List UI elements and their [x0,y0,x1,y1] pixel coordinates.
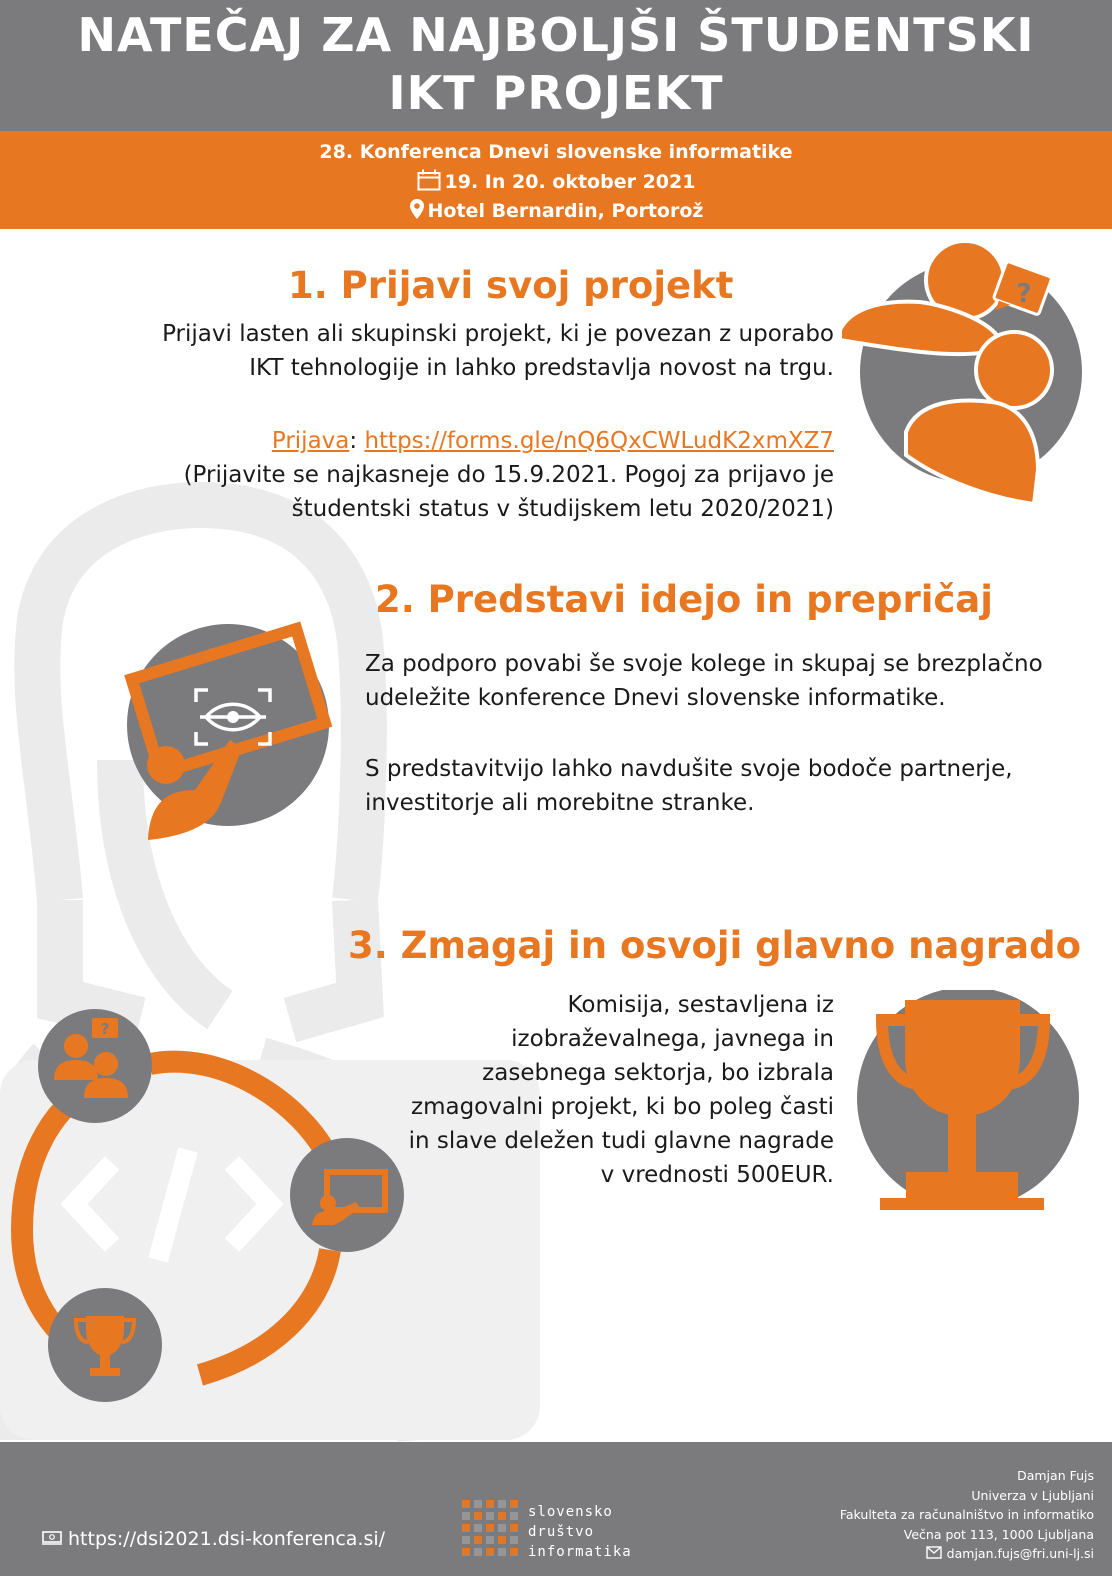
event-info-band [0,131,1112,229]
application-link-row [74,424,834,458]
step3-line2: izobraževalnega, javnega in [511,1026,834,1052]
contact-email[interactable]: damjan.fujs@fri.uni-lj.si [946,1546,1094,1561]
org-line1: slovensko [528,1504,613,1520]
team-question-icon [830,240,1090,530]
step3-heading: 3. Zmagaj in osvoji glavno nagrado [348,924,1081,967]
sdi-logo-icon [462,1500,518,1560]
page-title [0,6,1112,122]
footer-website[interactable] [42,1528,385,1550]
step3-line4: zmagovalni projekt, ki bo poleg časti [411,1094,834,1120]
link-separator: : [349,428,358,454]
svg-text:?: ? [1016,279,1032,309]
location-pin-icon [409,198,425,220]
conference-name: 28. Konferenca Dnevi slovenske informatike [319,141,793,163]
mail-icon [926,1546,942,1559]
org-line2: društvo [528,1524,595,1540]
contact-info [840,1466,1094,1564]
step1-application [74,424,834,526]
step3-line1: Komisija, sestavljena iz [567,992,834,1018]
organization-name [528,1502,632,1562]
contact-email-row [840,1544,1094,1564]
event-location-text: Hotel Bernardin, Portorož [427,200,704,222]
footer-url-text[interactable]: https://dsi2021.dsi-konferenca.si/ [68,1528,386,1550]
step2-p1-line2: udeležite konference Dnevi slovenske informatike. [365,685,946,711]
svg-text:?: ? [100,1020,110,1038]
step2-p2-line2: investitorje ali morebitne stranke. [365,790,755,816]
contact-faculty: Fakulteta za računalništvo in informatiko [839,1507,1094,1522]
step2-paragraph1 [365,647,1085,715]
calendar-icon [417,169,441,191]
org-line3: informatika [528,1544,632,1560]
event-date [0,169,1112,193]
trophy-icon [850,990,1090,1220]
title-line-2: IKT PROJEKT [388,66,724,120]
step1-text-line1: Prijavi lasten ali skupinski projekt, ki je povezan z uporabo [162,321,834,347]
step3-line3: zasebnega sektorja, bo izbrala [482,1060,834,1086]
step2-paragraph2 [365,752,1085,820]
contact-university: Univerza v Ljubljani [971,1487,1094,1503]
step2-heading: 2. Predstavi idejo in prepričaj [375,578,993,621]
step3-line5: in slave deležen tudi glavne nagrade [408,1128,834,1154]
contact-name: Damjan Fujs [1017,1468,1094,1483]
application-label-link[interactable]: Prijava [271,428,350,454]
deadline-note-line2: študentski status v študijskem letu 2020/2021) [291,496,834,522]
web-icon [42,1531,62,1545]
step2-p1-line1: Za podporo povabi še svoje kolege in skupaj se brezplačno [365,651,1043,677]
step3-description [294,988,834,1192]
title-line-1: NATEČAJ ZA NAJBOLJŠI ŠTUDENTSKI [77,8,1035,62]
step1-description [74,317,834,385]
deadline-note-line1: (Prijavite se najkasneje do 15.9.2021. Pogoj za prijavo je [183,462,834,488]
event-date-text: 19. In 20. oktober 2021 [444,171,696,193]
step1-text-line2: IKT tehnologije in lahko predstavlja novost na trgu. [249,355,834,381]
step2-p2-line1: S predstavitvijo lahko navdušite svoje bodoče partnerje, [365,756,1013,782]
step3-line6: v vrednosti 500EUR. [600,1162,834,1188]
contact-address: Večna pot 113, 1000 Ljubljana [903,1526,1094,1542]
event-location [0,198,1112,222]
step1-heading: 1. Prijavi svoj projekt [288,264,734,307]
application-form-link[interactable]: https://forms.gle/nQ6QxCWLudK2xmXZ7 [364,428,834,454]
presentation-icon [127,624,329,840]
